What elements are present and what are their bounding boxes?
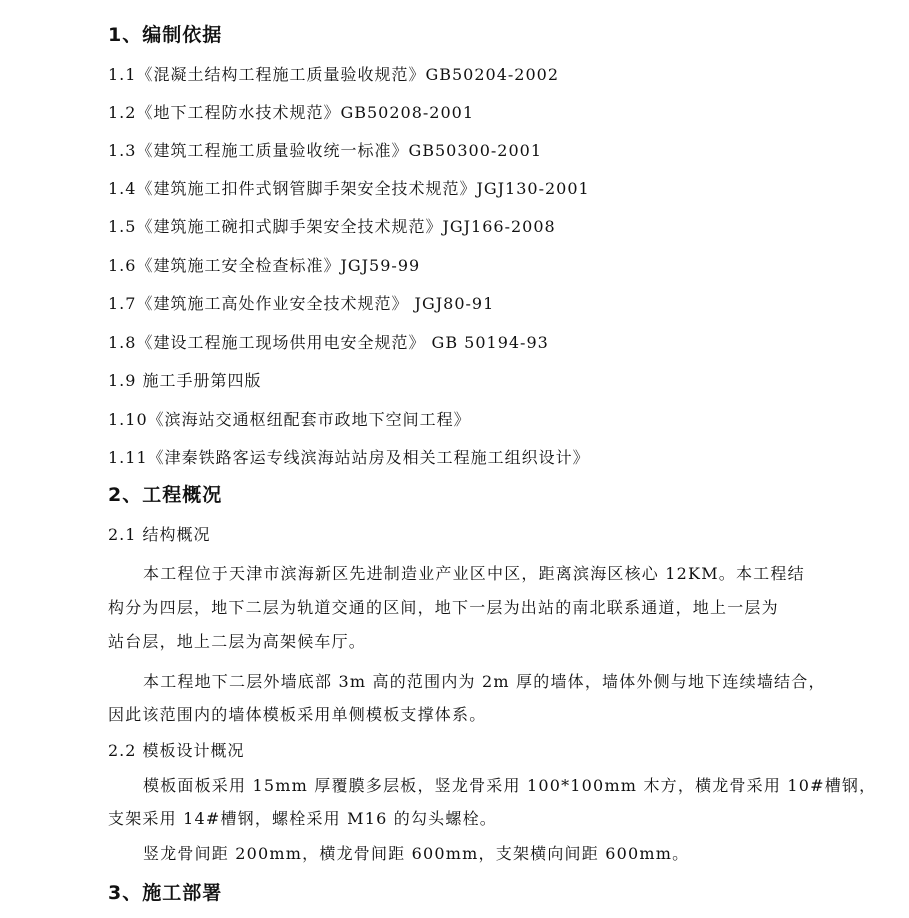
reference-item-1-8: 1.8《建设工程施工现场供用电安全规范》 GB 50194-93 (108, 333, 549, 352)
paragraph-line: 本工程地下二层外墙底部 3m 高的范围内为 2m 厚的墙体，墙体外侧与地下连续墙结合， (143, 672, 826, 691)
paragraph-line: 支架采用 14#槽钢，螺栓采用 M16 的勾头螺栓。 (108, 809, 497, 828)
section-3-heading: 3、施工部署 (108, 882, 223, 904)
paragraph-line: 本工程位于天津市滨海新区先进制造业产业区中区，距离滨海区核心 12KM。本工程结 (143, 564, 805, 583)
reference-item-1-5: 1.5《建筑施工碗扣式脚手架安全技术规范》JGJ166-2008 (108, 217, 556, 236)
reference-item-1-7: 1.7《建筑施工高处作业安全技术规范》 JGJ80-91 (108, 294, 495, 313)
reference-item-1-2: 1.2《地下工程防水技术规范》GB50208-2001 (108, 103, 475, 122)
reference-item-1-3: 1.3《建筑工程施工质量验收统一标准》GB50300-2001 (108, 141, 543, 160)
reference-item-1-4: 1.4《建筑施工扣件式钢管脚手架安全技术规范》JGJ130-2001 (108, 179, 590, 198)
paragraph-line: 因此该范围内的墙体模板采用单侧模板支撑体系。 (108, 705, 487, 724)
reference-item-1-1: 1.1《混凝土结构工程施工质量验收规范》GB50204-2002 (108, 65, 560, 84)
section-2-heading: 2、工程概况 (108, 484, 223, 506)
reference-item-1-6: 1.6《建筑施工安全检查标准》JGJ59-99 (108, 256, 421, 275)
reference-item-1-9: 1.9 施工手册第四版 (108, 371, 262, 390)
paragraph-line: 模板面板采用 15mm 厚覆膜多层板，竖龙骨采用 100*100mm 木方，横龙骨采用 10#槽钢， (143, 776, 877, 795)
reference-item-1-11: 1.11《津秦铁路客运专线滨海站站房及相关工程施工组织设计》 (108, 448, 590, 467)
reference-item-1-10: 1.10《滨海站交通枢纽配套市政地下空间工程》 (108, 410, 471, 429)
paragraph-line: 构分为四层，地下二层为轨道交通的区间，地下一层为出站的南北联系通道，地上一层为 (108, 598, 779, 617)
paragraph-line: 竖龙骨间距 200mm，横龙骨间距 600mm，支架横向间距 600mm。 (143, 844, 690, 863)
subsection-2-1-title: 2.1 结构概况 (108, 525, 211, 544)
section-1-heading: 1、编制依据 (108, 24, 223, 46)
subsection-2-2-title: 2.2 模板设计概况 (108, 741, 245, 760)
paragraph-line: 站台层，地上二层为高架候车厅。 (108, 632, 367, 651)
